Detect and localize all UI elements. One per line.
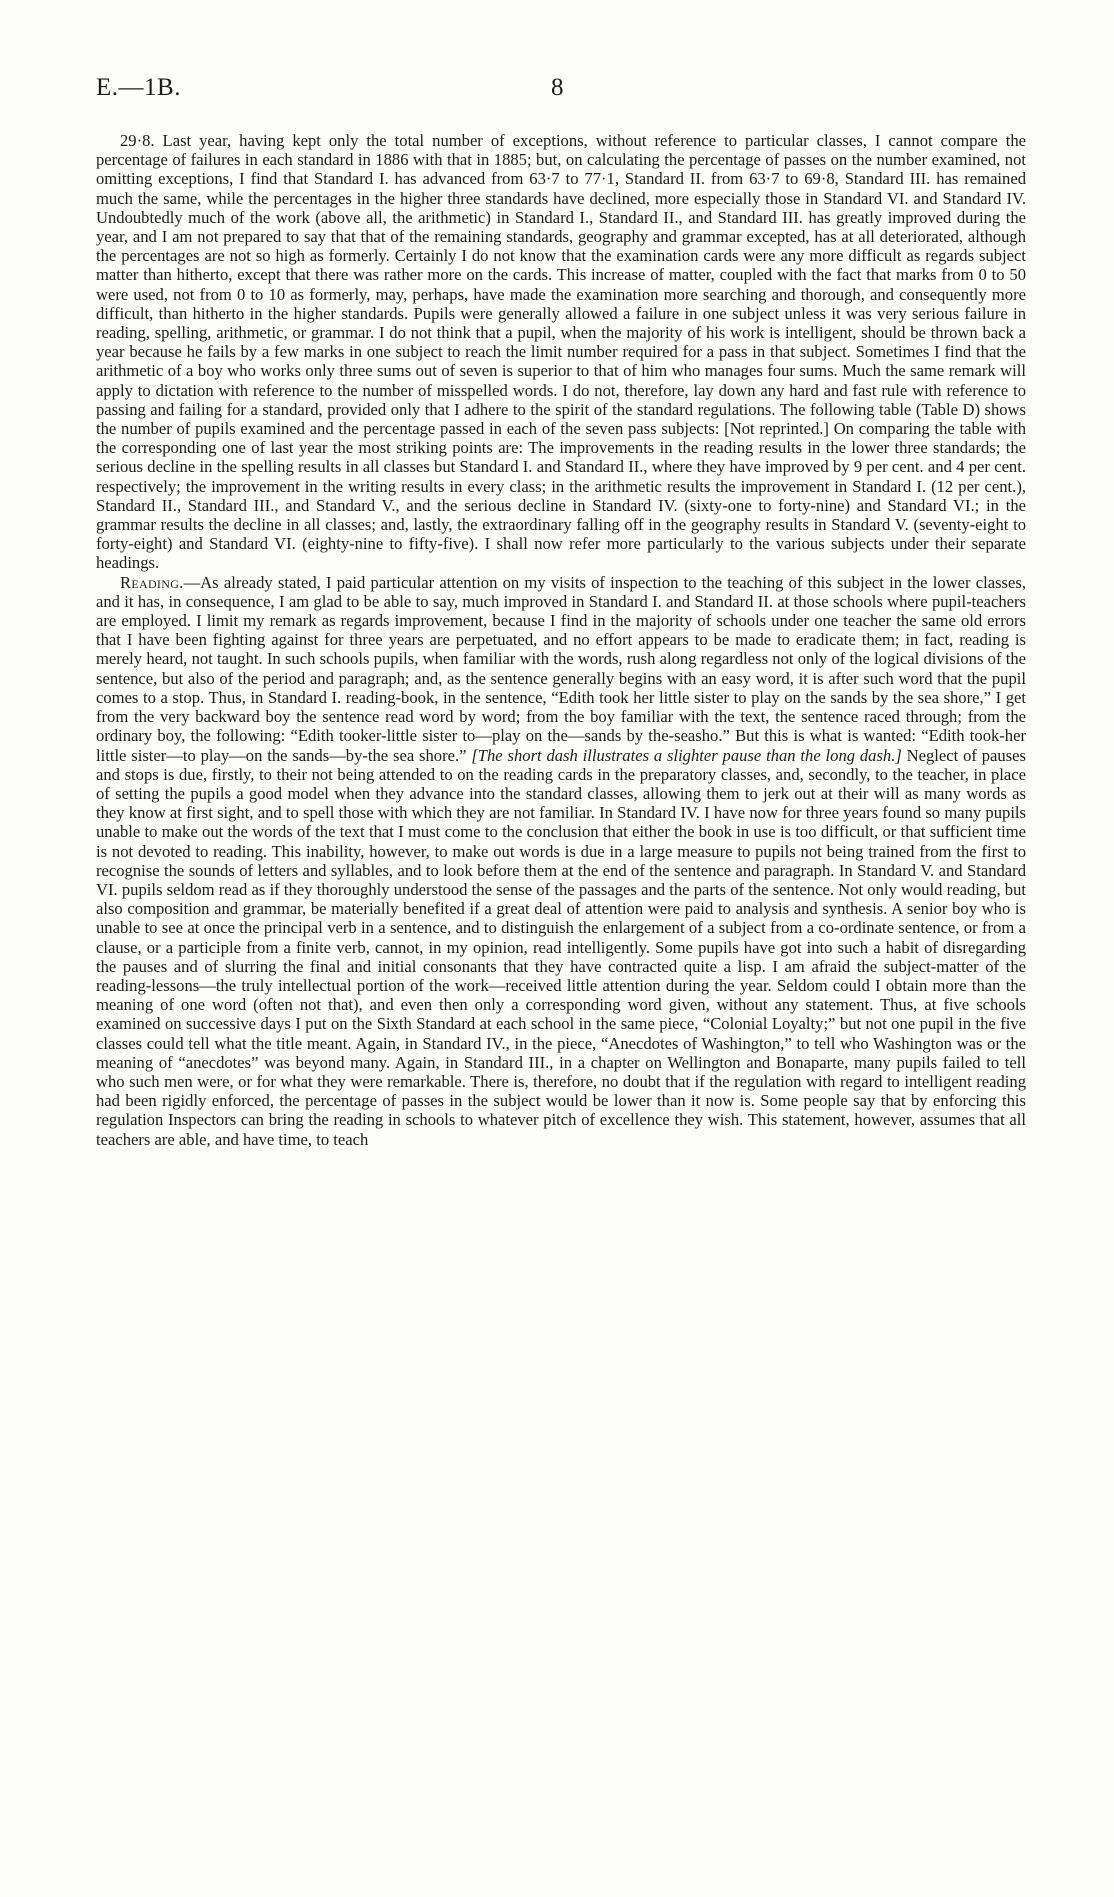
body-text [96,131,1026,1149]
italic-note: [The short dash illustrates a slighter pause than the long dash.] [471,745,902,765]
paragraph-text-part1: —As already stated, I paid particular attention on my visits of inspection to the teaching of this subject in the lower classes, and it has, in consequence, I am glad to be able to say, much improved in Standard I. and Standard II. at those schools where pupil-teachers are employed. I limit my remark as regards improvement, because I find in the majority of schools under one teacher the same old errors that I have been fighting against for three years are perpetuated, and no effort appears to be made to eradicate them; in fact, reading is merely heard, not taught. In such schools pupils, when familiar with the words, rush along regardless not only of the logical divisions of the sentence, but also of the period and paragraph; and, as the sentence generally begins with an easy word, it is after such word that the pupil comes to a stop. Thus, in Standard I. reading-book, in the sentence, “Edith took her little sister to play on the sands by the sea shore,” I get from the very backward boy the sentence read word by word; from the boy familiar with the text, the sentence raced through; from the ordinary boy, the following: “Edith tooker-little sister to—play on the—sands by the-seasho.” But this is what is wanted: “Edith took-her little sister—to play—on the sands—by-the sea shore.” [96,572,1026,765]
paragraph-statistics [96,131,1026,573]
paragraph-text-part2: Neglect of pauses and stops is due, firstly, to their not being attended to on the reading cards in the preparatory classes, and, secondly, to the teacher, in place of setting the pupils a good model when they advance into the standard classes, allowing them to jerk out at their will as many words as they know at first sight, and to spell those with which they are not familiar. In Standard IV. I have now for three years found so many pupils unable to make out the words of the text that I must come to the conclusion that either the book in use is too difficult, or that sufficient time is not devoted to reading. This inability, however, to make out words is due in a large measure to pupils not being trained from the first to recognise the sounds of letters and syllables, and to look before them at the end of the sentence and paragraph. In Standard V. and Standard VI. pupils seldom read as if they thoroughly understood the sense of the passages and the parts of the sentence. Not only would reading, but also composition and grammar, be materially benefited if a great deal of attention were paid to analysis and synthesis. A senior boy who is unable to see at once the principal verb in a sentence, and to distinguish the enlargement of a subject from a co-ordinate sentence, or from a clause, or a participle from a finite verb, cannot, in my opinion, read intelligently. Some pupils have got into such a habit of disregarding the pauses and of slurring the final and initial consonants that they have contracted quite a lisp. I am afraid the subject-matter of the reading-lessons—the truly intellectual portion of the work—received little attention during the year. Seldom could I obtain more than the meaning of one word (often not that), and even then only a corresponding word given, without any statement. Thus, at five schools examined on successive days I put on the Sixth Standard at each school in the same piece, “Colonial Loyalty;” but not one pupil in the five classes could tell what the title meant. Again, in Standard IV., in the piece, “Anecdotes of Washington,” to tell who Washington was or the meaning of “anecdotes” was beyond many. Again, in Standard III., in a chapter on Wellington and Bonaparte, many pupils failed to tell who such men were, or for what they were remarkable. There is, therefore, no doubt that if the regulation with regard to intelligent reading had been rigidly enforced, the percentage of passes in the subject would be lower than it now is. Some people say that by enforcing this regulation Inspectors can bring the reading in schools to whatever pitch of excellence they wish. This statement, however, assumes that all teachers are able, and have time, to teach [96,745,1026,1149]
page-header [96,74,1016,108]
paragraph-reading [96,573,1026,1149]
document-reference: E.—1B. [96,74,181,101]
section-heading-reading: Reading. [120,572,184,592]
paragraph-text: 29·8. Last year, having kept only the total number of exceptions, without reference to particular classes, I cannot compare the percentage of failures in each standard in 1886 with that in 1885; but, on calculating the percentage of passes on the number examined, not omitting exceptions, I find that Standard I. has advanced from 63·7 to 77·1, Standard II. from 63·7 to 69·8, Standard III. has remained much the same, while the percentages in the higher three standards have declined, more especially those in Standard VI. and Standard IV. Undoubtedly much of the work (above all, the arithmetic) in Standard I., Standard II., and Standard III. has greatly improved during the year, and I am not prepared to say that that of the remaining standards, geography and grammar excepted, has at all deteriorated, although the percentages are not so high as formerly. Certainly I do not know that the examination cards were any more difficult as regards subject matter than hitherto, except that there was rather more on the cards. This increase of matter, coupled with the fact that marks from 0 to 50 were used, not from 0 to 10 as formerly, may, perhaps, have made the examination more searching and thorough, and consequently more difficult, than hitherto in the higher standards. Pupils were generally allowed a failure in one subject unless it was very serious failure in reading, spelling, arithmetic, or grammar. I do not think that a pupil, when the majority of his work is intelligent, should be thrown back a year because he fails by a few marks in one subject to reach the limit number required for a pass in that subject. Sometimes I find that the arithmetic of a boy who works only three sums out of seven is superior to that of him who manages four sums. Much the same remark will apply to dictation with reference to the number of misspelled words. I do not, therefore, lay down any hard and fast rule with reference to passing and failing for a standard, provided only that I adhere to the spirit of the standard regulations. The following table (Table D) shows the number of pupils examined and the percentage passed in each of the seven pass subjects: [Not reprinted.] On comparing the table with the corresponding one of last year the most striking points are: The improvements in the reading results in the lower three standards; the serious decline in the spelling results in all classes but Standard I. and Standard II., where they have improved by 9 per cent. and 4 per cent. respectively; the improvement in the writing results in every class; in the arithmetic results the improvement in Standard I. (12 per cent.), Standard II., Standard III., and Standard V., and the serious decline in Standard IV. (sixty-one to forty-nine) and Standard VI.; in the grammar results the decline in all classes; and, lastly, the extraordinary falling off in the geography results in Standard V. (seventy-eight to forty-eight) and Standard VI. (eighty-nine to fifty-five). I shall now refer more particularly to the various subjects under their separate headings. [96,131,1026,573]
page-number: 8 [551,74,564,101]
